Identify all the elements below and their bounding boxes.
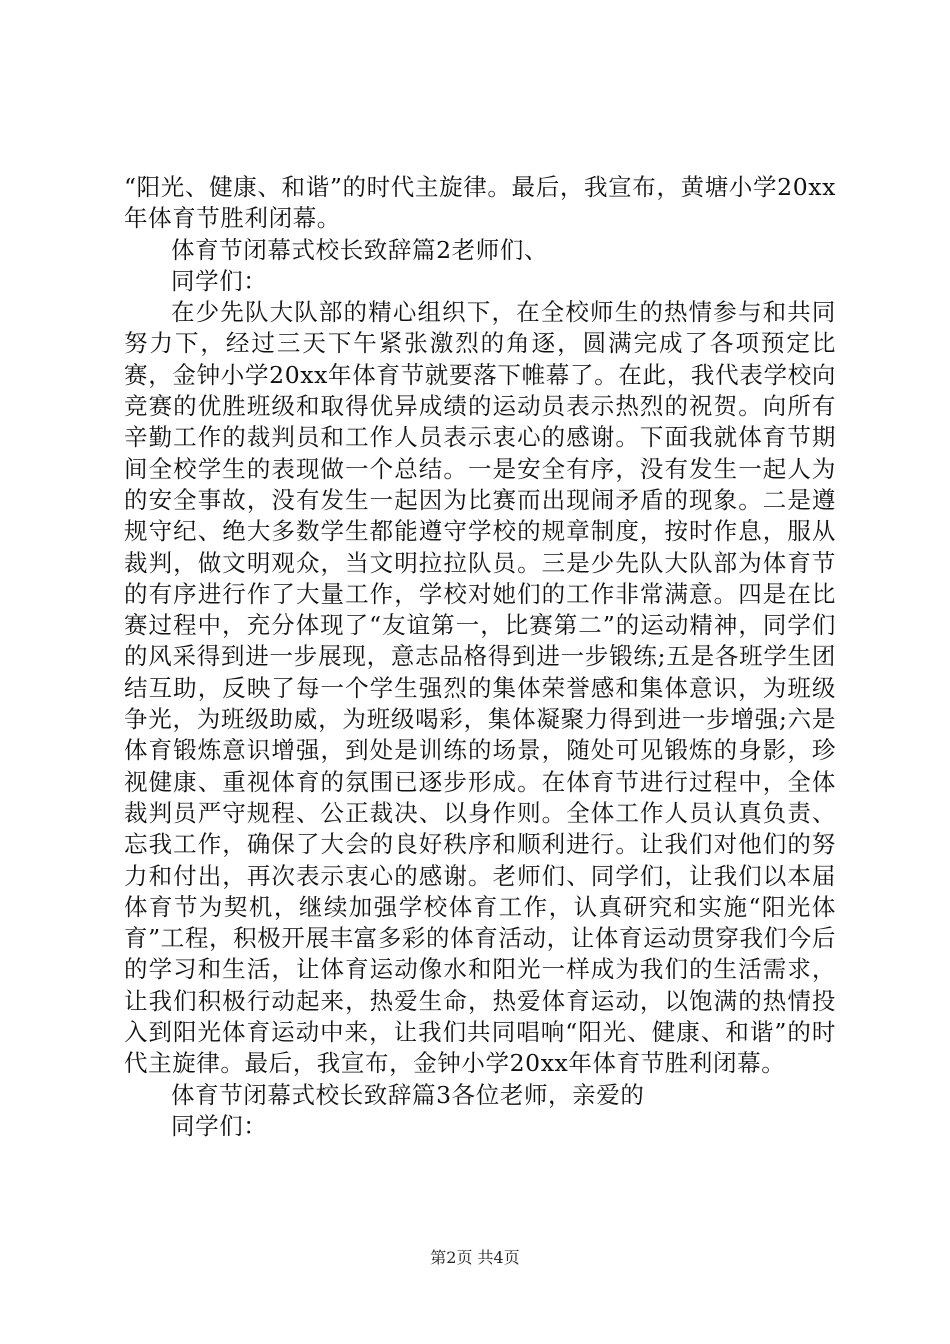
paragraph-greeting-students: 同学们： [171,266,268,295]
document-body [124,172,836,1142]
paragraph-closing-previous: “阳光、健康、和谐”的时代主旋律。最后，我宣布，黄塘小学20xx年体育节胜利闭幕。 [124,173,836,233]
page-number-footer: 第2页 共4页 [430,1248,520,1267]
paragraph-greeting-students-2: 同学们： [171,1111,268,1140]
paragraph-heading-speech-3: 体育节闭幕式校长致辞篇3各位老师，亲爱的 [171,1080,645,1109]
paragraph-heading-speech-2: 体育节闭幕式校长致辞篇2老师们、 [171,235,549,264]
paragraph-speech-body: 在少先队大队部的精心组织下，在全校师生的热情参与和共同努力下，经过三天下午紧张激烈的角逐，圆满完成了各项预定比赛，金钟小学20xx年体育节就要落下帷幕了。在此，我代表学校向竞赛的优胜班级和取得优异成绩的运动员表示热烈的祝贺。向所有辛勤工作的裁判员和工作人员表示衷心的感谢。下面我就体育节期间全校学生的表现做一个总结。一是安全有序，没有发生一起人为的安全事故，没有发生一起因为比赛而出现闹矛盾的现象。二是遵规守纪、绝大多数学生都能遵守学校的规章制度，按时作息，服从裁判，做文明观众，当文明拉拉队员。三是少先队大队部为体育节的有序进行作了大量工作，学校对她们的工作非常满意。四是在比赛过程中，充分体现了“友谊第一，比赛第二”的运动精神，同学们的风采得到进一步展现，意志品格得到进一步锻练;五是各班学生团结互助，反映了每一个学生强烈的集体荣誉感和集体意识，为班级争光，为班级助威，为班级喝彩，集体凝聚力得到进一步增强;六是体育锻炼意识增强，到处是训练的场景，随处可见锻炼的身影，珍视健康、重视体育的氛围已逐步形成。在体育节进行过程中，全体裁判员严守规程、公正裁决、以身作则。全体工作人员认真负责、忘我工作，确保了大会的良好秩序和顺利进行。让我们对他们的努力和付出，再次表示衷心的感谢。老师们、同学们，让我们以本届体育节为契机，继续加强学校体育工作，认真研究和实施“阳光体育”工程，积极开展丰富多彩的体育活动，让体育运动贯穿我们今后的学习和生活，让体育运动像水和阳光一样成为我们的生活需求，让我们积极行动起来，热爱生命，热爱体育运动，以饱满的热情投入到阳光体育运动中来，让我们共同唱响“阳光、健康、和谐”的时代主旋律。最后，我宣布，金钟小学20xx年体育节胜利闭幕。 [124,298,836,1078]
